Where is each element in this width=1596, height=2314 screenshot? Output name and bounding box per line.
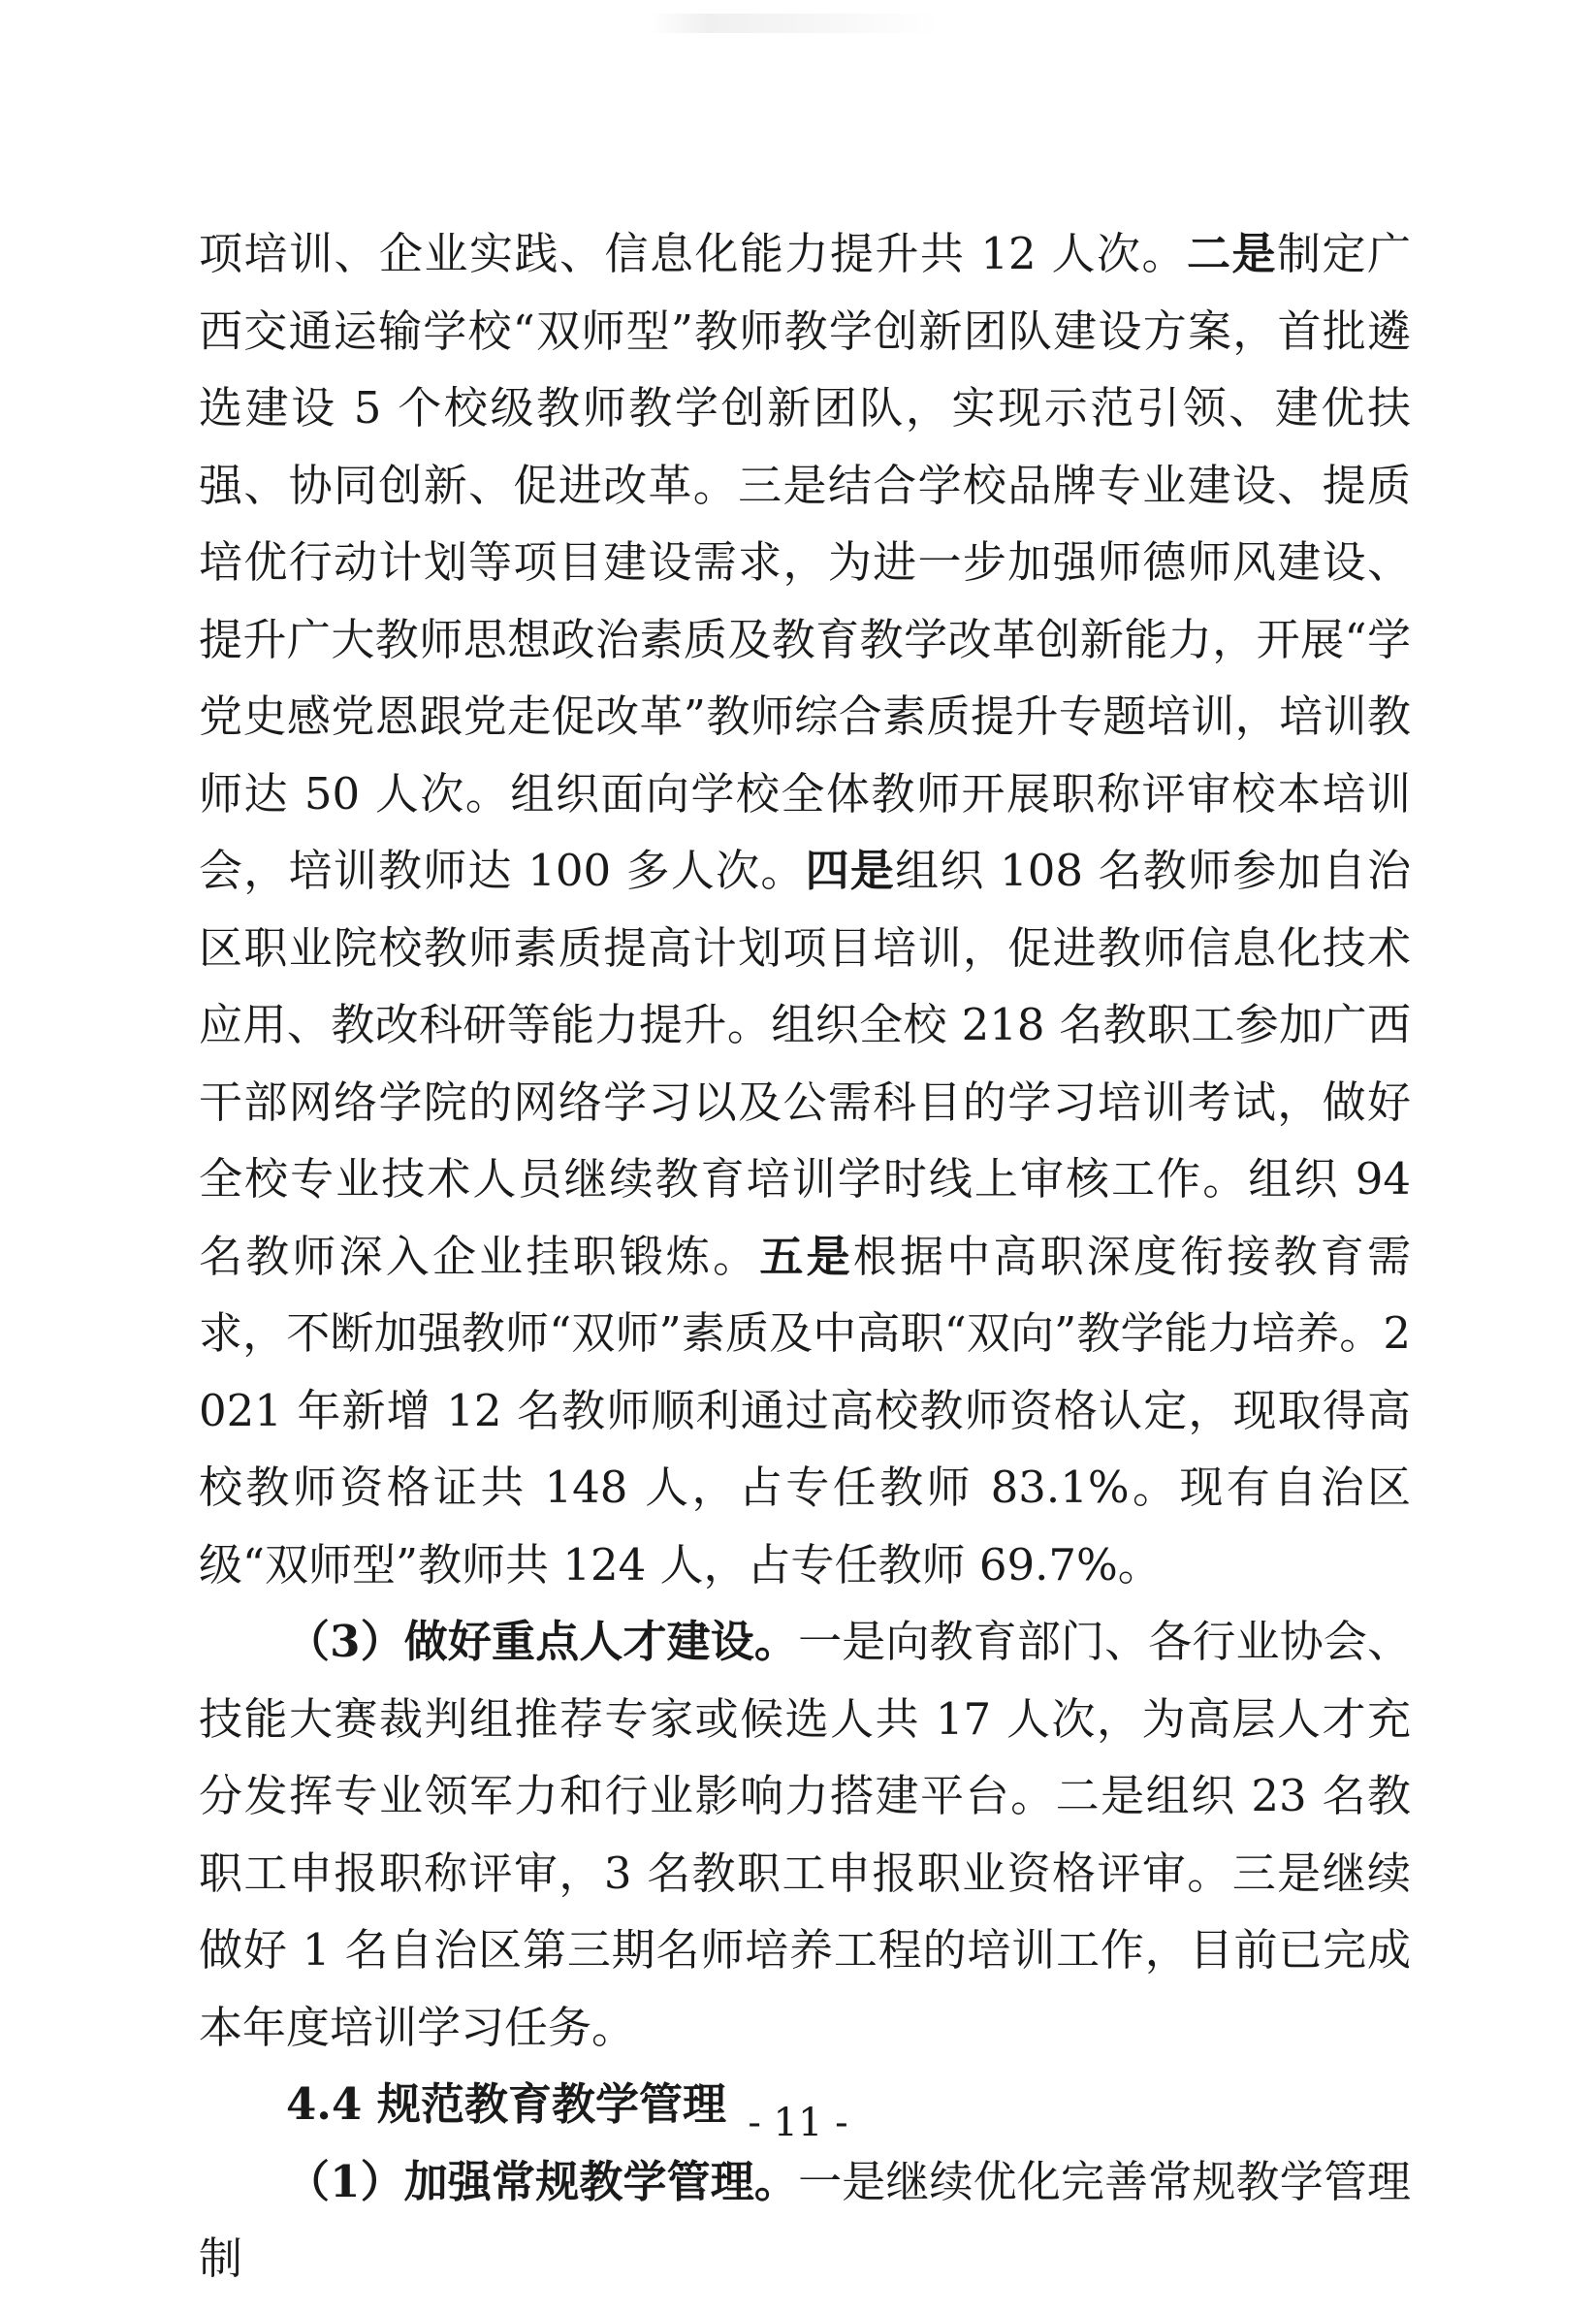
scan-artifact bbox=[650, 14, 941, 33]
emphasis-marker: 二是 bbox=[1186, 228, 1277, 279]
emphasis-marker: 五是 bbox=[759, 1230, 853, 1282]
subsection-title: （3）做好重点人才建设。 bbox=[286, 1616, 799, 1667]
paragraph-teacher-training bbox=[199, 215, 1411, 1603]
text-segment: 根据中高职深度衔接教育需求，不断加强教师“双师”素质及中高职“双向”教学能力培养。2021 年新增 12 名教师顺利通过高校教师资格认定，现取得高校教师资格证共 148 人，占专任教师 83.1%。现有自治区级“双师型”教师共 124 人，占专任教师 69.7%。 bbox=[199, 1230, 1411, 1591]
section-heading: 4.4 规范教育教学管理 bbox=[286, 2078, 726, 2130]
text-segment: 一是继续优化完善常规教学管理制 bbox=[199, 2155, 1411, 2284]
text-segment: 组织 108 名教师参加自治区职业院校教师素质提高计划项目培训，促进教师信息化技术应用、教改科研等能力提升。组织全校 218 名教职工参加广西干部网络学院的网络学习以及公需科目的学习培训考试，做好全校专业技术人员继续教育培训学时线上审核工作。组织 94 名教师深入企业挂职锻炼。 bbox=[199, 845, 1411, 1282]
emphasis-marker: 四是 bbox=[805, 845, 896, 896]
paragraph-key-talent bbox=[199, 1603, 1411, 2066]
paragraph-routine-teaching bbox=[199, 2143, 1411, 2298]
page-number: - 11 - bbox=[748, 2101, 848, 2145]
document-body bbox=[199, 215, 1411, 2298]
text-segment: 一是向教育部门、各行业协会、技能大赛裁判组推荐专家或候选人共 17 人次，为高层人才充分发挥专业领军力和行业影响力搭建平台。二是组织 23 名教职工申报职称评审，3 名教职工申报职业资格评审。三是继续做好 1 名自治区第三期名师培养工程的培训工作，目前已完成本年度培训学习任务。 bbox=[199, 1616, 1411, 2053]
text-segment: 项培训、企业实践、信息化能力提升共 12 人次。 bbox=[199, 228, 1187, 279]
text-segment: 制定广西交通运输学校“双师型”教师教学创新团队建设方案，首批遴选建设 5 个校级教师教学创新团队，实现示范引领、建优扶强、协同创新、促进改革。三是结合学校品牌专业建设、提质培优行动计划等项目建设需求，为进一步加强师德师风建设、提升广大教师思想政治素质及教育教学改革创新能力，开展“学党史感党恩跟党走促改革”教师综合素质提升专题培训，培训教师达 50 人次。组织面向学校全体教师开展职称评审校本培训会，培训教师达 100 多人次。 bbox=[199, 228, 1411, 896]
subsection-title: （1）加强常规教学管理。 bbox=[286, 2155, 799, 2207]
